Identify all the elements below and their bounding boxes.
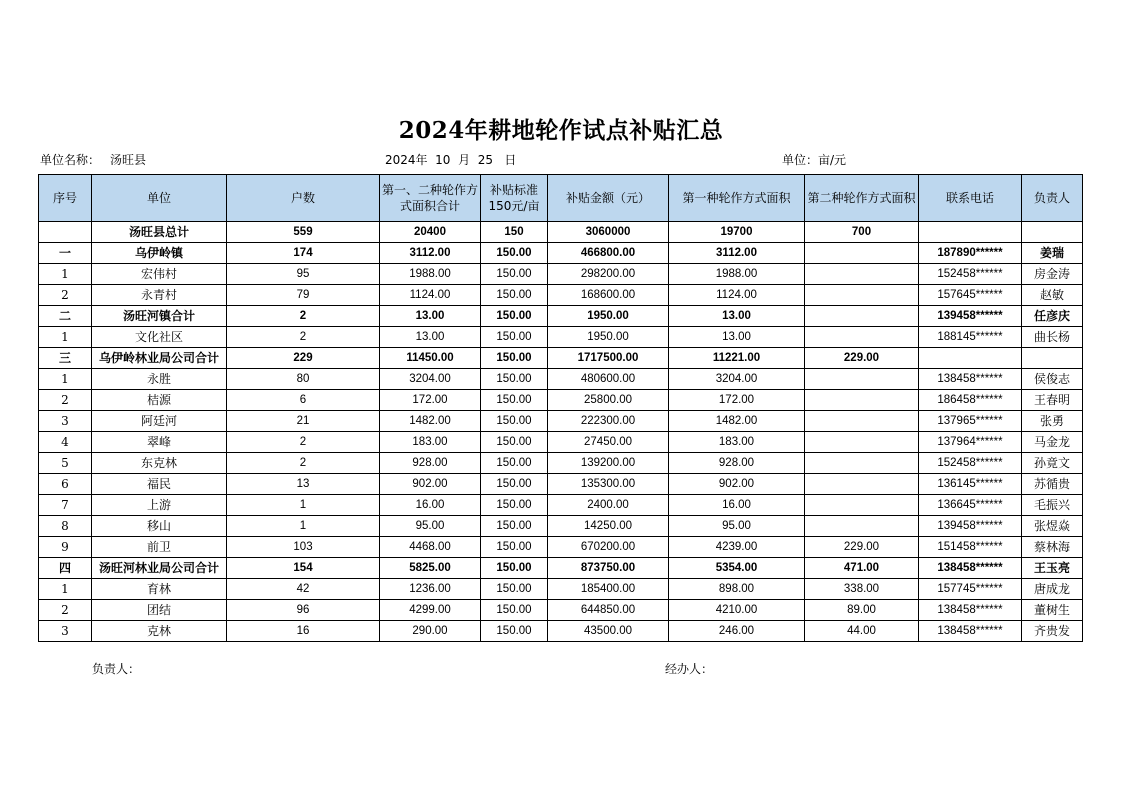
table-cell: 150.00: [481, 432, 548, 453]
table-cell: 13.00: [669, 327, 805, 348]
table-cell: 95.00: [380, 516, 481, 537]
table-cell: 1: [39, 264, 92, 285]
table-cell: 乌伊岭镇: [92, 243, 227, 264]
table-cell: 齐贵发: [1022, 621, 1083, 642]
table-header-row: [39, 175, 1083, 222]
table-cell: [805, 285, 919, 306]
table-cell: 150.00: [481, 537, 548, 558]
table-cell: 150.00: [481, 306, 548, 327]
header-cell: 第二种轮作方式面积: [805, 175, 919, 222]
table-cell: 150.00: [481, 285, 548, 306]
table-cell: [805, 453, 919, 474]
table-cell: 1988.00: [380, 264, 481, 285]
table-cell: 3204.00: [380, 369, 481, 390]
table-row: [39, 621, 1083, 642]
table-cell: 168600.00: [548, 285, 669, 306]
table-cell: [805, 243, 919, 264]
table-cell: 9: [39, 537, 92, 558]
table-cell: 150.00: [481, 369, 548, 390]
table-cell: [805, 327, 919, 348]
table-cell: 董树生: [1022, 600, 1083, 621]
table-cell: 559: [227, 222, 380, 243]
table-row: [39, 411, 1083, 432]
table-cell: 95.00: [669, 516, 805, 537]
table-cell: 150.00: [481, 264, 548, 285]
table-cell: 文化社区: [92, 327, 227, 348]
table-cell: 2: [39, 390, 92, 411]
table-cell: 1482.00: [380, 411, 481, 432]
table-cell: 338.00: [805, 579, 919, 600]
table-cell: 873750.00: [548, 558, 669, 579]
table-cell: 150.00: [481, 390, 548, 411]
table-cell: 3: [39, 411, 92, 432]
table-cell: 阿廷河: [92, 411, 227, 432]
table-cell: [805, 390, 919, 411]
table-cell: 19700: [669, 222, 805, 243]
table-cell: 20400: [380, 222, 481, 243]
table-cell: 150.00: [481, 558, 548, 579]
table-cell: 103: [227, 537, 380, 558]
table-cell: 2: [227, 453, 380, 474]
table-cell: 290.00: [380, 621, 481, 642]
table-cell: 183.00: [669, 432, 805, 453]
table-cell: 96: [227, 600, 380, 621]
table-cell: 3112.00: [669, 243, 805, 264]
table-cell: 2: [227, 306, 380, 327]
table-cell: 136645******: [919, 495, 1022, 516]
table-cell: 229: [227, 348, 380, 369]
table-cell: 13.00: [669, 306, 805, 327]
table-cell: 139200.00: [548, 453, 669, 474]
table-cell: 150.00: [481, 411, 548, 432]
table-cell: 186458******: [919, 390, 1022, 411]
table-cell: 团结: [92, 600, 227, 621]
table-row: [39, 474, 1083, 495]
table-row: [39, 306, 1083, 327]
table-cell: 1236.00: [380, 579, 481, 600]
table-cell: 174: [227, 243, 380, 264]
table-cell: 150.00: [481, 600, 548, 621]
table-cell: 王春明: [1022, 390, 1083, 411]
table-cell: 侯俊志: [1022, 369, 1083, 390]
table-cell: 157645******: [919, 285, 1022, 306]
table-cell: 5825.00: [380, 558, 481, 579]
table-cell: 赵敏: [1022, 285, 1083, 306]
table-cell: 138458******: [919, 621, 1022, 642]
table-cell: 138458******: [919, 558, 1022, 579]
table-cell: 150: [481, 222, 548, 243]
table-cell: 乌伊岭林业局公司合计: [92, 348, 227, 369]
table-cell: 汤旺河林业局公司合计: [92, 558, 227, 579]
table-cell: 138458******: [919, 600, 1022, 621]
table-cell: [805, 411, 919, 432]
table-row: [39, 579, 1083, 600]
table-cell: 上游: [92, 495, 227, 516]
table-cell: 1124.00: [380, 285, 481, 306]
table-cell: 1: [227, 495, 380, 516]
table-cell: 246.00: [669, 621, 805, 642]
table-cell: 曲长杨: [1022, 327, 1083, 348]
table-cell: 3204.00: [669, 369, 805, 390]
table-cell: 1717500.00: [548, 348, 669, 369]
table-cell: 三: [39, 348, 92, 369]
table-cell: 898.00: [669, 579, 805, 600]
table-cell: 蔡林海: [1022, 537, 1083, 558]
table-cell: 150.00: [481, 243, 548, 264]
table-cell: 25800.00: [548, 390, 669, 411]
table-cell: 150.00: [481, 495, 548, 516]
table-cell: 150.00: [481, 348, 548, 369]
table-cell: 151458******: [919, 537, 1022, 558]
table-cell: 4210.00: [669, 600, 805, 621]
table-cell: 43500.00: [548, 621, 669, 642]
table-cell: 1950.00: [548, 306, 669, 327]
table-cell: 138458******: [919, 369, 1022, 390]
table-cell: 3: [39, 621, 92, 642]
table-cell: 928.00: [380, 453, 481, 474]
table-row: [39, 537, 1083, 558]
table-cell: [1022, 222, 1083, 243]
table-cell: 房金涛: [1022, 264, 1083, 285]
table-cell: 张煜焱: [1022, 516, 1083, 537]
table-cell: 157745******: [919, 579, 1022, 600]
table-cell: 1: [39, 579, 92, 600]
table-cell: 2: [39, 600, 92, 621]
table-cell: [805, 432, 919, 453]
table-cell: [919, 222, 1022, 243]
header-cell: 联系电话: [919, 175, 1022, 222]
table-cell: 移山: [92, 516, 227, 537]
table-cell: 150.00: [481, 621, 548, 642]
table-cell: 14250.00: [548, 516, 669, 537]
table-cell: 福民: [92, 474, 227, 495]
table-cell: 150.00: [481, 327, 548, 348]
table-cell: 928.00: [669, 453, 805, 474]
table-cell: 137964******: [919, 432, 1022, 453]
table-cell: 79: [227, 285, 380, 306]
table-body: [39, 222, 1083, 642]
table-cell: 229.00: [805, 348, 919, 369]
table-cell: 150.00: [481, 453, 548, 474]
table-cell: 11450.00: [380, 348, 481, 369]
table-cell: 苏循贵: [1022, 474, 1083, 495]
table-cell: 44.00: [805, 621, 919, 642]
table-cell: 172.00: [669, 390, 805, 411]
table-cell: 644850.00: [548, 600, 669, 621]
table-cell: [1022, 348, 1083, 369]
table-cell: 5354.00: [669, 558, 805, 579]
table-cell: 13.00: [380, 327, 481, 348]
table-cell: 152458******: [919, 453, 1022, 474]
table-cell: [805, 369, 919, 390]
table-cell: 222300.00: [548, 411, 669, 432]
table-cell: 马金龙: [1022, 432, 1083, 453]
table-cell: 育林: [92, 579, 227, 600]
table-row: [39, 243, 1083, 264]
table-cell: 毛振兴: [1022, 495, 1083, 516]
table-cell: 宏伟村: [92, 264, 227, 285]
table-cell: 2: [39, 285, 92, 306]
table-cell: 154: [227, 558, 380, 579]
table-cell: 152458******: [919, 264, 1022, 285]
table-cell: 16.00: [380, 495, 481, 516]
table-cell: 902.00: [380, 474, 481, 495]
table-cell: 姜瑞: [1022, 243, 1083, 264]
table-cell: 1124.00: [669, 285, 805, 306]
table-cell: 13: [227, 474, 380, 495]
table-cell: 150.00: [481, 474, 548, 495]
table-cell: 1: [227, 516, 380, 537]
table-cell: 298200.00: [548, 264, 669, 285]
table-cell: 13.00: [380, 306, 481, 327]
table-cell: 188145******: [919, 327, 1022, 348]
table-cell: 1482.00: [669, 411, 805, 432]
table-cell: [39, 222, 92, 243]
table-cell: 670200.00: [548, 537, 669, 558]
table-cell: 1950.00: [548, 327, 669, 348]
table-cell: 克林: [92, 621, 227, 642]
table-row: [39, 327, 1083, 348]
table-cell: 唐成龙: [1022, 579, 1083, 600]
unit-name: 汤旺县: [110, 153, 147, 167]
report-date: 2024年 10 月 25 日: [385, 153, 517, 167]
table-cell: 4468.00: [380, 537, 481, 558]
table-row: [39, 348, 1083, 369]
table-cell: 7: [39, 495, 92, 516]
table-cell: [805, 495, 919, 516]
header-cell: 第一、二种轮作方式面积合计: [380, 175, 481, 222]
table-cell: 任彦庆: [1022, 306, 1083, 327]
table-cell: 6: [227, 390, 380, 411]
table-cell: 孙竟文: [1022, 453, 1083, 474]
table-cell: 东克林: [92, 453, 227, 474]
table-cell: 2: [227, 432, 380, 453]
table-cell: 902.00: [669, 474, 805, 495]
table-cell: 2400.00: [548, 495, 669, 516]
table-cell: 700: [805, 222, 919, 243]
table-cell: 16.00: [669, 495, 805, 516]
table-cell: 1988.00: [669, 264, 805, 285]
unit-measure: 单位：亩/元: [782, 153, 847, 167]
table-cell: 150.00: [481, 579, 548, 600]
table-cell: 480600.00: [548, 369, 669, 390]
table-cell: 16: [227, 621, 380, 642]
table-cell: 136145******: [919, 474, 1022, 495]
header-cell: 户数: [227, 175, 380, 222]
document-title: 2024年耕地轮作试点补贴汇总: [398, 117, 724, 144]
table-row: [39, 495, 1083, 516]
table-cell: 前卫: [92, 537, 227, 558]
header-cell: 补贴金额（元）: [548, 175, 669, 222]
table-cell: 永青村: [92, 285, 227, 306]
table-cell: [919, 348, 1022, 369]
table-row: [39, 369, 1083, 390]
table-cell: 3112.00: [380, 243, 481, 264]
table-cell: 永胜: [92, 369, 227, 390]
table-cell: 一: [39, 243, 92, 264]
table-cell: 二: [39, 306, 92, 327]
handler-signature-label: 经办人：: [665, 662, 714, 676]
table-cell: 王玉亮: [1022, 558, 1083, 579]
table-cell: 89.00: [805, 600, 919, 621]
table-row: [39, 558, 1083, 579]
table-cell: 135300.00: [548, 474, 669, 495]
table-row: [39, 516, 1083, 537]
table-cell: 229.00: [805, 537, 919, 558]
table-cell: 21: [227, 411, 380, 432]
table-cell: 汤旺河镇合计: [92, 306, 227, 327]
table-cell: 4: [39, 432, 92, 453]
table-cell: 11221.00: [669, 348, 805, 369]
table-cell: 4299.00: [380, 600, 481, 621]
table-cell: 1: [39, 369, 92, 390]
table-cell: 1: [39, 327, 92, 348]
table-row: [39, 600, 1083, 621]
leader-signature-label: 负责人：: [92, 662, 141, 676]
table-cell: 张勇: [1022, 411, 1083, 432]
table-cell: 139458******: [919, 516, 1022, 537]
header-cell: 单位: [92, 175, 227, 222]
table-row: [39, 432, 1083, 453]
table-cell: 139458******: [919, 306, 1022, 327]
table-cell: 466800.00: [548, 243, 669, 264]
table-cell: 27450.00: [548, 432, 669, 453]
table-cell: 桔源: [92, 390, 227, 411]
header-cell: 第一种轮作方式面积: [669, 175, 805, 222]
table-cell: 183.00: [380, 432, 481, 453]
table-cell: 471.00: [805, 558, 919, 579]
table-cell: 185400.00: [548, 579, 669, 600]
table-cell: [805, 516, 919, 537]
table-cell: 汤旺县总计: [92, 222, 227, 243]
table-cell: [805, 474, 919, 495]
table-cell: 137965******: [919, 411, 1022, 432]
table-cell: 150.00: [481, 516, 548, 537]
table-row: [39, 264, 1083, 285]
table-cell: 4239.00: [669, 537, 805, 558]
table-cell: [805, 306, 919, 327]
table-cell: 80: [227, 369, 380, 390]
table-cell: 172.00: [380, 390, 481, 411]
table-cell: 翠峰: [92, 432, 227, 453]
table-cell: 8: [39, 516, 92, 537]
table-cell: [805, 264, 919, 285]
table-row: [39, 390, 1083, 411]
table-row: [39, 222, 1083, 243]
table-cell: 6: [39, 474, 92, 495]
table-cell: 5: [39, 453, 92, 474]
table-cell: 3060000: [548, 222, 669, 243]
table-row: [39, 453, 1083, 474]
table-cell: 2: [227, 327, 380, 348]
header-cell: 补贴标准150元/亩: [481, 175, 548, 222]
table-row: [39, 285, 1083, 306]
table-cell: 187890******: [919, 243, 1022, 264]
unit-name-label: 单位名称：: [40, 153, 101, 167]
table-cell: 42: [227, 579, 380, 600]
header-cell: 负责人: [1022, 175, 1083, 222]
header-cell: 序号: [39, 175, 92, 222]
subsidy-summary-table: [38, 174, 1083, 642]
table-cell: 四: [39, 558, 92, 579]
table-cell: 95: [227, 264, 380, 285]
